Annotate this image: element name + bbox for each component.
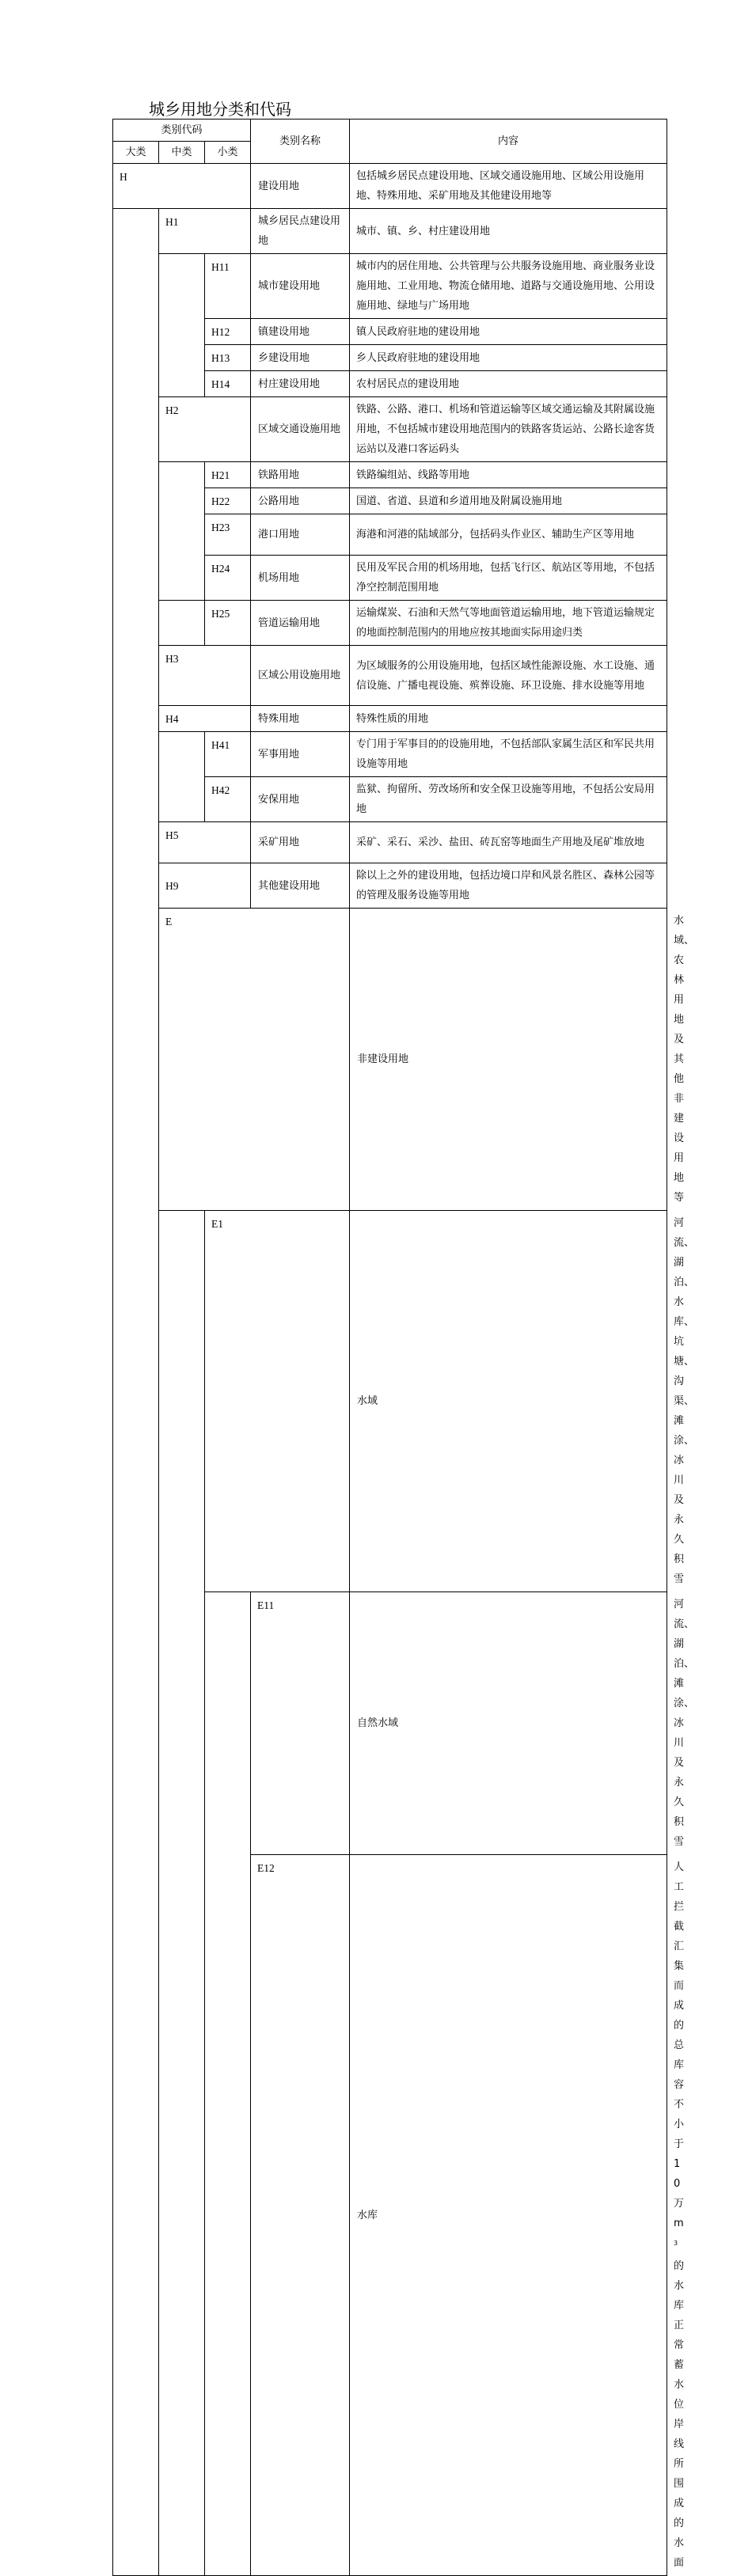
medium-indent-cell bbox=[205, 1592, 251, 2576]
code-cell: E12 bbox=[251, 1855, 350, 2576]
code-cell: H25 bbox=[205, 601, 251, 646]
code-cell: H14 bbox=[205, 371, 251, 397]
code-cell: H bbox=[113, 164, 251, 209]
content-cell: 民用及军民合用的机场用地，包括飞行区、航站区等用地，不包括净空控制范围用地 bbox=[350, 556, 667, 601]
content-cell: 除以上之外的建设用地，包括边境口岸和风景名胜区、森林公园等的管理及服务设施等用地 bbox=[350, 863, 667, 909]
content-cell: 铁路编组站、线路等用地 bbox=[350, 462, 667, 488]
code-cell: H12 bbox=[205, 319, 251, 345]
name-cell: 其他建设用地 bbox=[251, 863, 350, 909]
name-cell: 乡建设用地 bbox=[251, 345, 350, 371]
content-text: 的水库正常蓄水位岸线所围成的水面 bbox=[674, 2260, 685, 2570]
header-medium: 中类 bbox=[159, 142, 205, 164]
code-cell: H3 bbox=[159, 646, 251, 706]
land-use-classification-table: 类别代码 类别名称 内容 大类 中类 小类 H 建设用地 包括城乡居民点建设用地、区域交通设施用地、区域公用设施用地、特殊用地、采矿用地及其他建设用地等 H1 城乡居民点建设用地 城市、镇、乡、村庄建设用地 H11 城市建设用地 城市内的居住用地、公共管理与公共服务设施用地、商业服务业设施用地、工业用地、物流仓储用地、道路与交通设施用地、公用设施用地、绿地与广场用地 H12 镇建设用地 镇人民政府驻地的建设用地 H13 乡建设用地 乡人民政府驻地的建设用地 H14 村庄建设用地 农村居民点的建设用地 H2 区域交通设施用地 铁路、公路、港口、机场和管道运输等区域交通运输及其附属设施用地，不包括城市建设用地范围内的铁路客货运站、公路长途客货运站以及港口客运码头 H21 铁路用地 铁路编组站、线路等用地 H22 公路用地 国道、省道、县道和乡道用地及附属设施用地 H23 港口用地 海港和河港的陆域部分，包括码头作业区、辅助生产区等用地 H24 机场用地 民用及军民合用的机场用地，包括飞行区、航站区等用地，不包括净空控制范围用地 H25 管道运输用地 运输煤炭、石油和天然气等地面管道运输用地，地下管道运输规定的地面控制范围内的用地应按其地面实际用途归类 H3 区域公用设施用地 为区域服务的公用设施用地，包括区域性能源设施、水工设施、通信设施、广播电视设施、殡葬设施、环卫设施、排水设施等用地 H4 特殊用地 特殊性质的用地 H41 军事用地 专门用于军事目的的设施用地，不包括部队家属生活区和军民共用设施等用地 H42 安保用地 监狱、拘留所、劳改场所和安全保卫设施等用地，不包括公安局用地 H5 采矿用地 采矿、采石、采沙、盐田、砖瓦窑等地面生产用地及尾矿堆放地 H9 其他建设用地 除以上之外的建设用地，包括边境口岸和风景名胜区、森林公园等的管理及服务设施等用地 E 非建设用地 水域、农林用地及其他非建设用地等 E1 水域 河流、湖泊、水库、坑塘、沟渠、滩涂、冰川及永久积雪 E11 自然水域 河流、湖泊、滩涂、冰川及永久积雪 E12 水库 人工拦截汇集而成的总库容不小于 10 万 $m^3$的水库正常蓄水位岸线所围成的水面 bbox=[112, 119, 667, 2576]
code-cell: H9 bbox=[159, 863, 251, 909]
medium-indent-cell bbox=[159, 462, 205, 601]
content-cell: 城市、镇、乡、村庄建设用地 bbox=[350, 209, 667, 254]
code-cell: H23 bbox=[205, 514, 251, 556]
name-cell: 特殊用地 bbox=[251, 706, 350, 732]
header-name: 类别名称 bbox=[251, 120, 350, 164]
medium-indent-cell bbox=[159, 254, 205, 397]
content-cell: 农村居民点的建设用地 bbox=[350, 371, 667, 397]
code-cell: H13 bbox=[205, 345, 251, 371]
content-cell: 采矿、采石、采沙、盐田、砖瓦窑等地面生产用地及尾矿堆放地 bbox=[350, 822, 667, 863]
content-cell: 为区域服务的公用设施用地，包括区域性能源设施、水工设施、通信设施、广播电视设施、殡葬设施、环卫设施、排水设施等用地 bbox=[350, 646, 667, 706]
code-cell: H4 bbox=[159, 706, 251, 732]
header-major: 大类 bbox=[113, 142, 159, 164]
header-content: 内容 bbox=[350, 120, 667, 164]
name-cell: 区域公用设施用地 bbox=[251, 646, 350, 706]
content-cell: 铁路、公路、港口、机场和管道运输等区域交通运输及其附属设施用地，不包括城市建设用地范围内的铁路客货运站、公路长途客货运站以及港口客运码头 bbox=[350, 397, 667, 462]
name-cell: 城乡居民点建设用地 bbox=[251, 209, 350, 254]
name-cell: 建设用地 bbox=[251, 164, 350, 209]
code-cell: H42 bbox=[205, 777, 251, 822]
content-cell: 乡人民政府驻地的建设用地 bbox=[350, 345, 667, 371]
superscript-exponent: 3 bbox=[674, 2240, 678, 2247]
content-text: 人工拦截汇集而成的总库容不小于 10 万 m bbox=[674, 1861, 685, 2229]
name-cell: 城市建设用地 bbox=[251, 254, 350, 319]
name-cell: 区域交通设施用地 bbox=[251, 397, 350, 462]
content-cell: 国道、省道、县道和乡道用地及附属设施用地 bbox=[350, 488, 667, 514]
name-cell: 公路用地 bbox=[251, 488, 350, 514]
code-cell: H21 bbox=[205, 462, 251, 488]
content-cell: 监狱、拘留所、劳改场所和安全保卫设施等用地，不包括公安局用地 bbox=[350, 777, 667, 822]
code-cell: E bbox=[159, 909, 350, 1211]
code-cell: E11 bbox=[251, 1592, 350, 1855]
name-cell: 机场用地 bbox=[251, 556, 350, 601]
name-cell: 港口用地 bbox=[251, 514, 350, 556]
header-code-group: 类别代码 bbox=[113, 120, 251, 142]
medium-indent-cell bbox=[159, 601, 205, 646]
name-cell: 水库 bbox=[350, 1855, 667, 2576]
name-cell: 水域 bbox=[350, 1211, 667, 1592]
content-cell: 包括城乡居民点建设用地、区域交通设施用地、区域公用设施用地、特殊用地、采矿用地及其他建设用地等 bbox=[350, 164, 667, 209]
code-cell: E1 bbox=[205, 1211, 350, 1592]
content-cell: 运输煤炭、石油和天然气等地面管道运输用地，地下管道运输规定的地面控制范围内的用地应按其地面实际用途归类 bbox=[350, 601, 667, 646]
name-cell: 安保用地 bbox=[251, 777, 350, 822]
name-cell: 管道运输用地 bbox=[251, 601, 350, 646]
code-cell: H2 bbox=[159, 397, 251, 462]
header-minor: 小类 bbox=[205, 142, 251, 164]
name-cell: 铁路用地 bbox=[251, 462, 350, 488]
medium-indent-cell bbox=[159, 732, 205, 822]
code-cell: H24 bbox=[205, 556, 251, 601]
document-title: 城乡用地分类和代码 bbox=[149, 100, 291, 119]
name-cell: 村庄建设用地 bbox=[251, 371, 350, 397]
code-cell: H41 bbox=[205, 732, 251, 777]
code-cell: H22 bbox=[205, 488, 251, 514]
major-indent-cell bbox=[159, 1211, 205, 2576]
code-cell: H1 bbox=[159, 209, 251, 254]
code-cell: H11 bbox=[205, 254, 251, 319]
name-cell: 非建设用地 bbox=[350, 909, 667, 1211]
name-cell: 采矿用地 bbox=[251, 822, 350, 863]
name-cell: 军事用地 bbox=[251, 732, 350, 777]
content-cell: 专门用于军事目的的设施用地，不包括部队家属生活区和军民共用设施等用地 bbox=[350, 732, 667, 777]
content-cell: 海港和河港的陆域部分，包括码头作业区、辅助生产区等用地 bbox=[350, 514, 667, 556]
content-cell: 特殊性质的用地 bbox=[350, 706, 667, 732]
name-cell: 自然水域 bbox=[350, 1592, 667, 1855]
content-cell: 镇人民政府驻地的建设用地 bbox=[350, 319, 667, 345]
code-cell: H5 bbox=[159, 822, 251, 863]
content-cell: 城市内的居住用地、公共管理与公共服务设施用地、商业服务业设施用地、工业用地、物流仓储用地、道路与交通设施用地、公用设施用地、绿地与广场用地 bbox=[350, 254, 667, 319]
name-cell: 镇建设用地 bbox=[251, 319, 350, 345]
major-indent-cell bbox=[113, 209, 159, 2576]
